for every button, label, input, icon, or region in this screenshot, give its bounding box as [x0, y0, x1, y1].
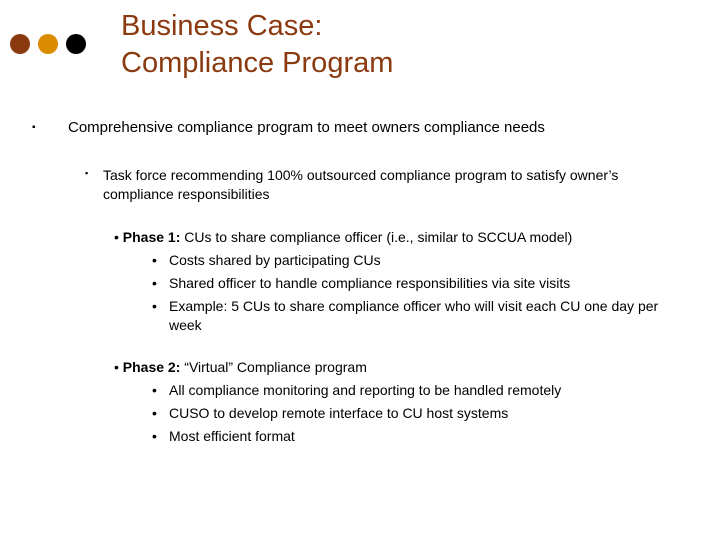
level2-bullet-icon: ▪: [85, 168, 89, 178]
phase2-text: “Virtual” Compliance program: [180, 359, 367, 375]
phase1-item-text: Costs shared by participating CUs: [169, 252, 381, 268]
phase2-bullet-icon: •: [114, 359, 119, 375]
phase1-item: [152, 274, 692, 293]
brown-dot-icon: [10, 34, 30, 54]
phase2-heading: [114, 359, 367, 375]
slide-title: [121, 8, 393, 82]
level1-bullet-icon: ▪: [32, 122, 36, 133]
phase2-item-bullet-icon: •: [152, 405, 157, 421]
phase2-item: [152, 404, 692, 423]
black-dot-icon: [66, 34, 86, 54]
phase1-label: Phase 1:: [122, 229, 181, 245]
phase1-text: CUs to share compliance officer (i.e., similar to SCCUA model): [180, 229, 573, 245]
phase2-item-text: Most efficient format: [169, 428, 295, 444]
phase1-item-text: Example: 5 CUs to share compliance officer who will visit each CU one day per week: [169, 298, 659, 333]
phase1-bullet-icon: •: [114, 229, 119, 245]
phase2-item-bullet-icon: •: [152, 428, 157, 444]
phase1-item-text: Shared officer to handle compliance responsibilities via site visits: [169, 275, 571, 291]
phase1-item-bullet-icon: •: [152, 252, 157, 268]
phase2-item-bullet-icon: •: [152, 382, 157, 398]
phase2-item-text: All compliance monitoring and reporting to be handled remotely: [169, 382, 562, 398]
phase1-item-bullet-icon: •: [152, 298, 157, 314]
phase1-heading: [114, 229, 572, 245]
phase2-item-text: CUSO to develop remote interface to CU host systems: [169, 405, 509, 421]
title-line-2: Compliance Program: [121, 47, 394, 79]
orange-dot-icon: [38, 34, 58, 54]
phase1-item: [152, 251, 692, 270]
phase1-item-bullet-icon: •: [152, 275, 157, 291]
phase1-item: [152, 297, 682, 335]
level1-bullet-text: Comprehensive compliance program to meet owners compliance needs: [68, 119, 545, 136]
decorative-dots: [10, 34, 100, 58]
phase2-label: Phase 2:: [122, 359, 181, 375]
phase2-item: [152, 381, 692, 400]
phase2-item: [152, 427, 692, 446]
title-line-1: Business Case:: [121, 10, 323, 42]
level2-bullet-text: Task force recommending 100% outsourced compliance program to satisfy owner’s compliance responsibilities: [103, 167, 619, 202]
